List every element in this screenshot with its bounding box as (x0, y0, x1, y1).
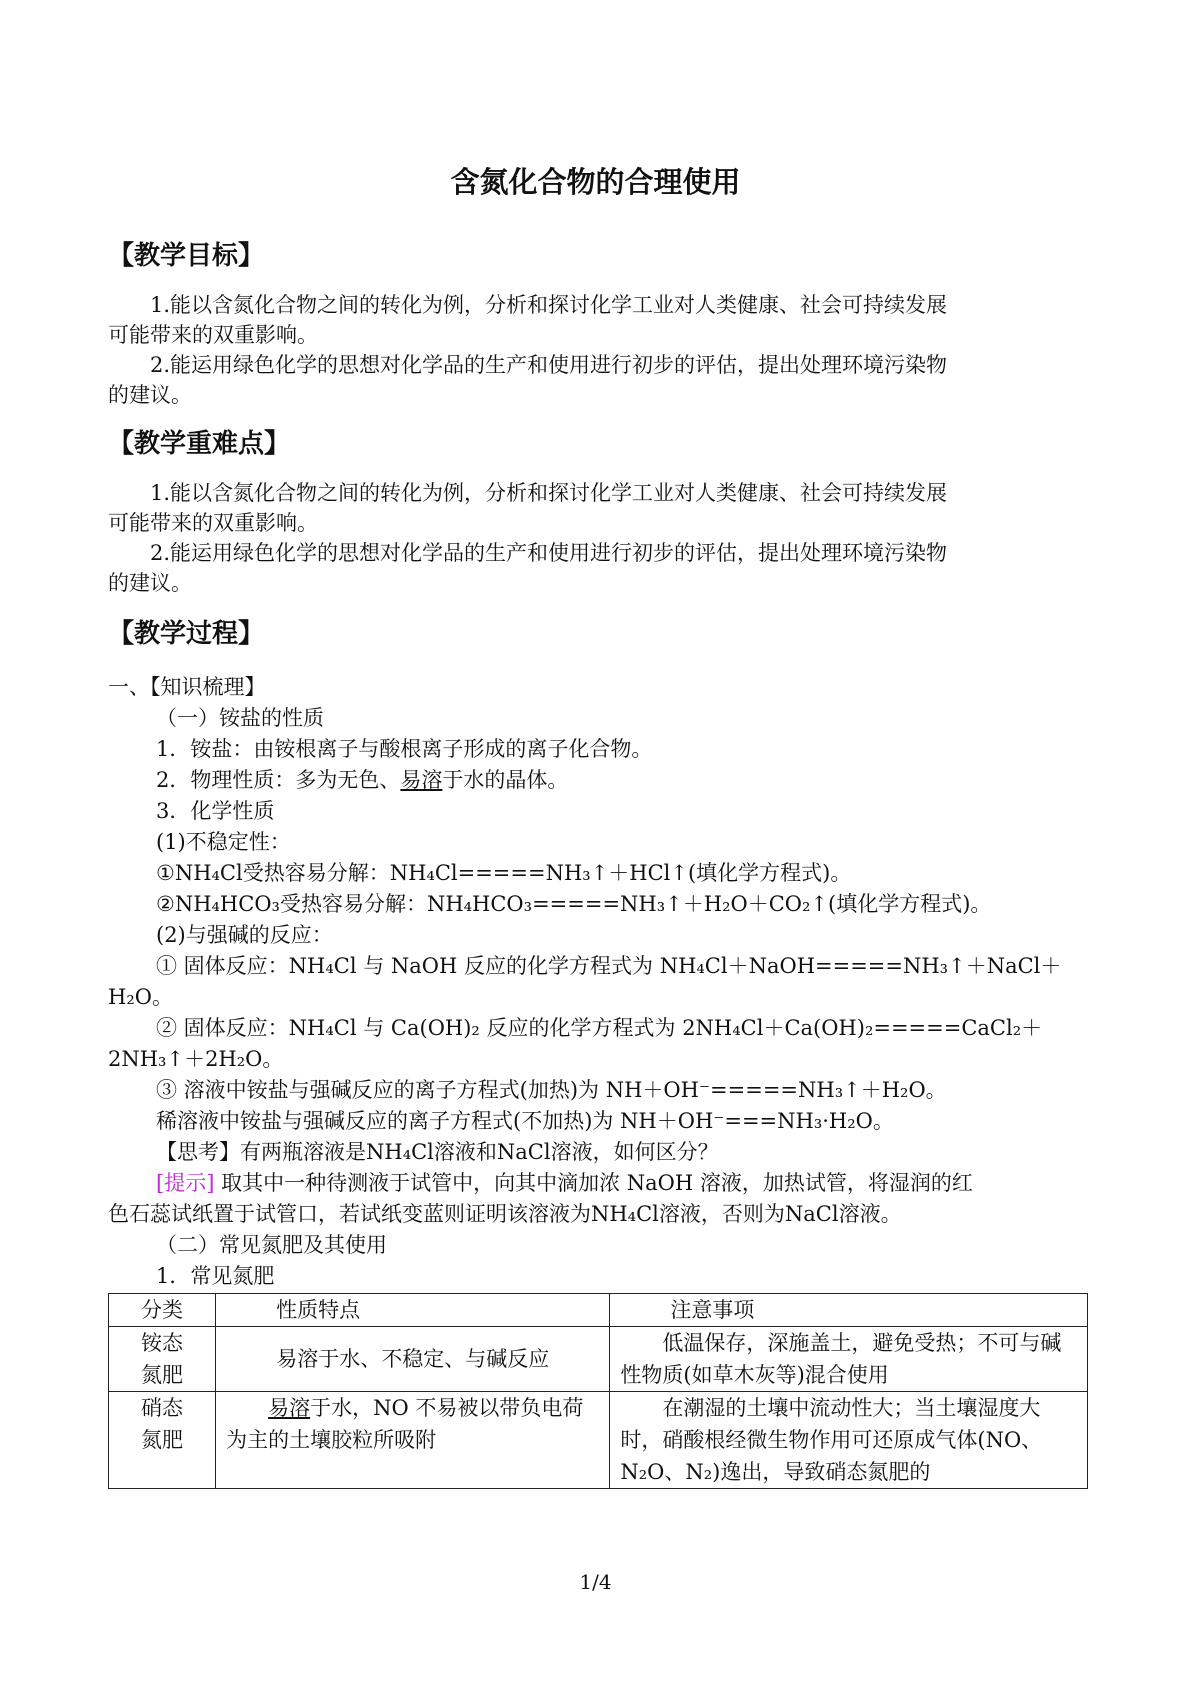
common-fertilizer-heading: 1．常见氮肥 (156, 1264, 275, 1288)
cell-nitrate-fertilizer: 硝态 氮肥 (109, 1392, 216, 1489)
keypoint-1-line-2: 可能带来的双重影响。 (108, 511, 318, 535)
cell-nitrate-properties: 易溶于水，NO 不易被以带负电荷为主的土壤胶粒所吸附 (216, 1392, 610, 1489)
header-category: 分类 (109, 1294, 216, 1327)
table-row (109, 1327, 1088, 1392)
objective-1-line-2: 可能带来的双重影响。 (108, 323, 318, 347)
keypoint-2-line-1: 2.能运用绿色化学的思想对化学品的生产和使用进行初步的评估，提出处理环境污染物 (150, 541, 948, 565)
page-number: 1/4 (579, 1570, 612, 1594)
fertilizer-table (108, 1293, 1088, 1489)
nitrogen-fertilizer-heading: （二）常见氮肥及其使用 (156, 1233, 387, 1257)
ionic-equation-dilute: 稀溶液中铵盐与强碱反应的离子方程式(不加热)为 NH＋OH⁻===NH₃·H₂O。 (156, 1109, 894, 1133)
objective-1-line-1: 1.能以含氮化合物之间的转化为例，分析和探讨化学工业对人类健康、社会可持续发展 (150, 293, 948, 317)
equation-nh4hco3-decomposition: ②NH₄HCO₃受热容易分解：NH₄HCO₃=====NH₃↑＋H₂O＋CO₂↑(填化学方程式)。 (156, 892, 992, 916)
hint-label: [提示] (156, 1171, 215, 1195)
cell-ammonium-properties: 易溶于水、不稳定、与碱反应 (216, 1327, 610, 1392)
equation-nh4cl-caoh2-line-1: ② 固体反应：NH₄Cl 与 Ca(OH)₂ 反应的化学方程式为 2NH₄Cl＋Ca(OH)₂=====CaCl₂＋ (156, 1016, 1043, 1040)
document-title: 含氮化合物的合理使用 (450, 165, 741, 199)
objective-2-line-1: 2.能运用绿色化学的思想对化学品的生产和使用进行初步的评估，提出处理环境污染物 (150, 353, 948, 377)
knowledge-review-heading: 一、【知识梳理】 (108, 675, 266, 699)
header-notes: 注意事项 (610, 1294, 1088, 1327)
heading-teaching-objectives: 【教学目标】 (108, 241, 265, 271)
table-row (109, 1392, 1088, 1489)
item-ammonium-definition: 1．铵盐：由铵根离子与酸根离子形成的离子化合物。 (156, 737, 653, 761)
heading-teaching-process: 【教学过程】 (108, 619, 265, 649)
item-chemical-properties: 3．化学性质 (156, 799, 275, 823)
cell-ammonium-fertilizer: 铵态 氮肥 (109, 1327, 216, 1392)
equation-nh4cl-naoh-line-1: ① 固体反应：NH₄Cl 与 NaOH 反应的化学方程式为 NH₄Cl＋NaOH=====NH₃↑＋NaCl＋ (156, 954, 1062, 978)
ammonium-salt-properties-heading: （一）铵盐的性质 (156, 706, 324, 730)
underlined-soluble: 易溶 (400, 768, 443, 792)
table-header-row (109, 1294, 1088, 1327)
hint-line-2: 色石蕊试纸置于试管口，若试纸变蓝则证明该溶液为NH₄Cl溶液，否则为NaCl溶液。 (108, 1202, 902, 1226)
item-reaction-with-base: (2)与强碱的反应： (156, 923, 333, 947)
hint-line-1: [提示] 取其中一种待测液于试管中，向其中滴加浓 NaOH 溶液，加热试管，将湿润的红 (156, 1171, 973, 1195)
cell-ammonium-notes: 低温保存，深施盖土，避免受热；不可与碱性物质(如草木灰等)混合使用 (610, 1327, 1088, 1392)
objective-2-line-2: 的建议。 (108, 383, 192, 407)
heading-key-points: 【教学重难点】 (108, 429, 291, 459)
item-instability: (1)不稳定性： (156, 830, 291, 854)
equation-nh4cl-decomposition: ①NH₄Cl受热容易分解：NH₄Cl=====NH₃↑＋HCl↑(填化学方程式)。 (156, 861, 852, 885)
item-physical-properties: 2．物理性质：多为无色、易溶于水的晶体。 (156, 768, 569, 792)
equation-nh4cl-naoh-line-2: H₂O。 (108, 985, 173, 1009)
keypoint-1-line-1: 1.能以含氮化合物之间的转化为例，分析和探讨化学工业对人类健康、社会可持续发展 (150, 481, 948, 505)
header-properties: 性质特点 (216, 1294, 610, 1327)
keypoint-2-line-2: 的建议。 (108, 571, 192, 595)
cell-nitrate-notes: 在潮湿的土壤中流动性大；当土壤湿度大时，硝酸根经微生物作用可还原成气体(NO、N₂O、N₂)逸出，导致硝态氮肥的 (610, 1392, 1088, 1489)
equation-nh4cl-caoh2-line-2: 2NH₃↑＋2H₂O。 (108, 1047, 284, 1071)
think-question: 【思考】有两瓶溶液是NH₄Cl溶液和NaCl溶液，如何区分？ (156, 1140, 719, 1164)
ionic-equation-heated: ③ 溶液中铵盐与强碱反应的离子方程式(加热)为 NH＋OH⁻=====NH₃↑＋H₂O。 (156, 1078, 947, 1102)
